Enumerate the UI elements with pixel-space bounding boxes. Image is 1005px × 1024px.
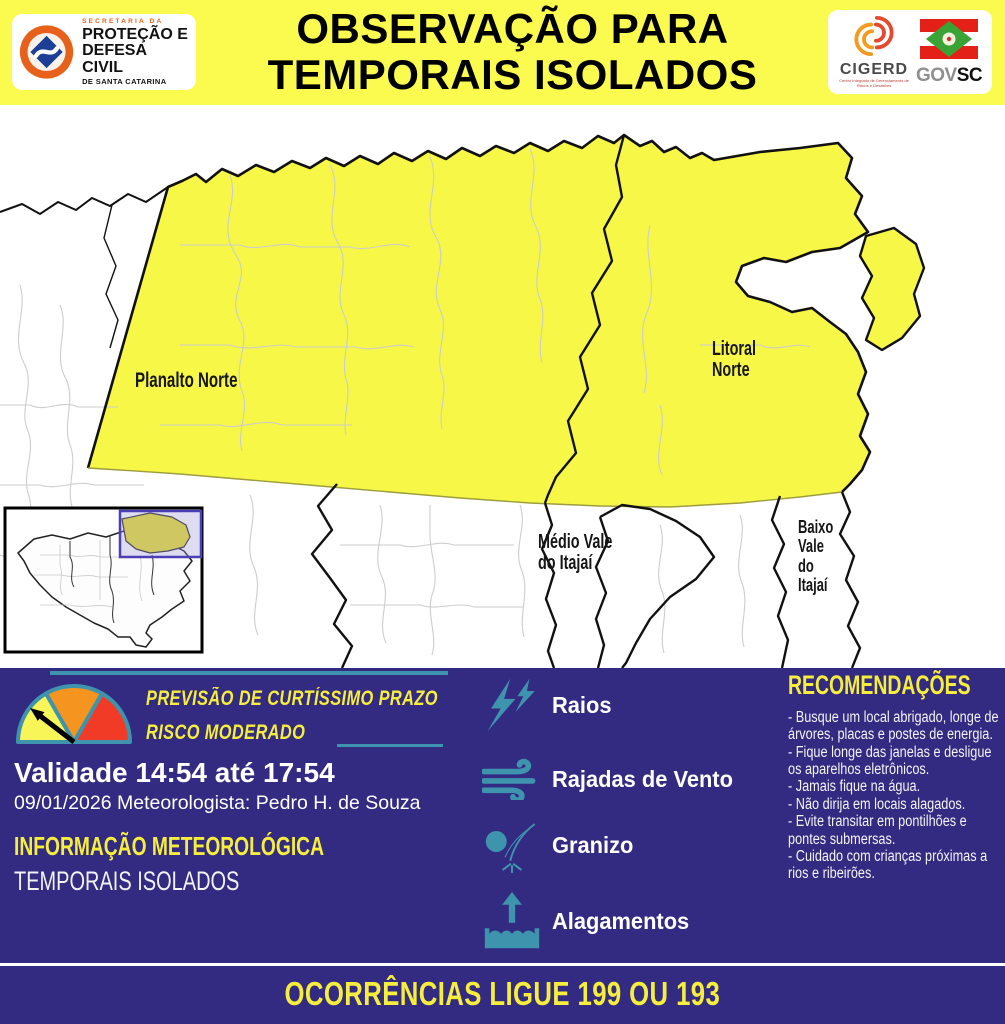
hazard-label: Granizo [552, 831, 634, 858]
recommendation-item: - Não dirija em locais alagados. [788, 795, 966, 813]
page-title [205, 6, 820, 98]
lightning-icon [480, 674, 544, 736]
alert-region-fill [88, 135, 870, 507]
secretaria-label: SECRETARIA DA [82, 17, 164, 25]
cigerd-label: CIGERD [839, 61, 909, 79]
hotline-text: OCORRÊNCIAS LIGUE 199 OU 193 [284, 975, 721, 1012]
meteorologist-text: 09/01/2026 Meteorologista: Pedro H. de Souza [14, 792, 421, 814]
header-banner [0, 0, 1005, 105]
defesa-civil-label: DEFESA CIVIL [82, 42, 147, 76]
cigerd-mark-icon [851, 15, 897, 57]
government-logos [828, 10, 992, 94]
emergency-hotline-bar [0, 963, 1005, 1024]
inset-zoom-rect [120, 511, 201, 557]
flood-icon [480, 890, 544, 952]
hazard-granizo [480, 814, 638, 876]
hazard-label: Raios [552, 691, 612, 718]
info-panel [0, 668, 1005, 963]
recommendation-item: - Busque um local abrigado, longe de árvores, placas e postes de energia. [788, 709, 999, 744]
validity-text: Validade 14:54 até 17:54 [14, 757, 335, 788]
title-line-1: OBSERVAÇÃO PARA [296, 5, 729, 52]
info-title: INFORMAÇÃO METEOROLÓGICA [14, 831, 324, 861]
label-planalto-norte: Planalto Norte [135, 369, 238, 392]
divider-line [50, 671, 448, 675]
sc-label: SC [956, 65, 983, 86]
hazard-label: Alagamentos [552, 907, 690, 934]
regional-borders [312, 484, 860, 668]
hazard-alagamentos [480, 890, 696, 952]
hazard-raios [480, 674, 615, 736]
defesa-civil-emblem-icon [18, 23, 75, 81]
label-medio-vale: Médio Vale do Itajaí [538, 531, 613, 575]
label-baixo-vale: Baixo Vale do Itajaí [798, 517, 834, 595]
recommendations-title: RECOMENDAÇÕES [788, 670, 971, 700]
recommendations-section [788, 668, 1002, 883]
forecast-title: PREVISÃO DE CURTÍSSIMO PRAZO [146, 687, 438, 710]
hazard-rajadas [480, 748, 742, 810]
recommendations-list [788, 709, 1000, 883]
cigerd-subtitle: Centro Integrado de Gerenciamento de Riscos e Desastres [839, 78, 909, 88]
label-litoral-norte: Litoral Norte [712, 338, 757, 382]
alert-map [0, 105, 1005, 668]
santa-catarina-label: DE SANTA CATARINA [82, 76, 167, 86]
recommendation-item: - Cuidado com crianças próximas a rios e ribeirões. [788, 847, 988, 883]
defesa-civil-logo [12, 14, 196, 90]
info-subtitle: TEMPORAIS ISOLADOS [14, 866, 240, 896]
recommendation-item: - Jamais fique na água. [788, 778, 921, 796]
recommendation-item: - Fique longe das janelas e desligue os aparelhos eletrônicos. [788, 743, 992, 779]
risk-gauge-icon [12, 680, 136, 746]
santa-catarina-flag-icon [920, 19, 978, 59]
state-border-branch [104, 205, 118, 348]
hail-icon [480, 814, 544, 876]
protecao-label: PROTEÇÃO E [82, 26, 188, 44]
state-border-west [0, 187, 168, 214]
hazard-label: Rajadas de Vento [552, 765, 733, 792]
title-line-2: TEMPORAIS ISOLADOS [267, 51, 758, 99]
divider-line [337, 744, 443, 747]
recommendation-item: - Evite transitar em pontilhões e pontes submersas. [788, 813, 967, 848]
gov-label: GOV [916, 65, 957, 86]
inset-map [5, 508, 202, 652]
wind-icon [480, 748, 544, 810]
risk-level: RISCO MODERADO [146, 721, 306, 744]
